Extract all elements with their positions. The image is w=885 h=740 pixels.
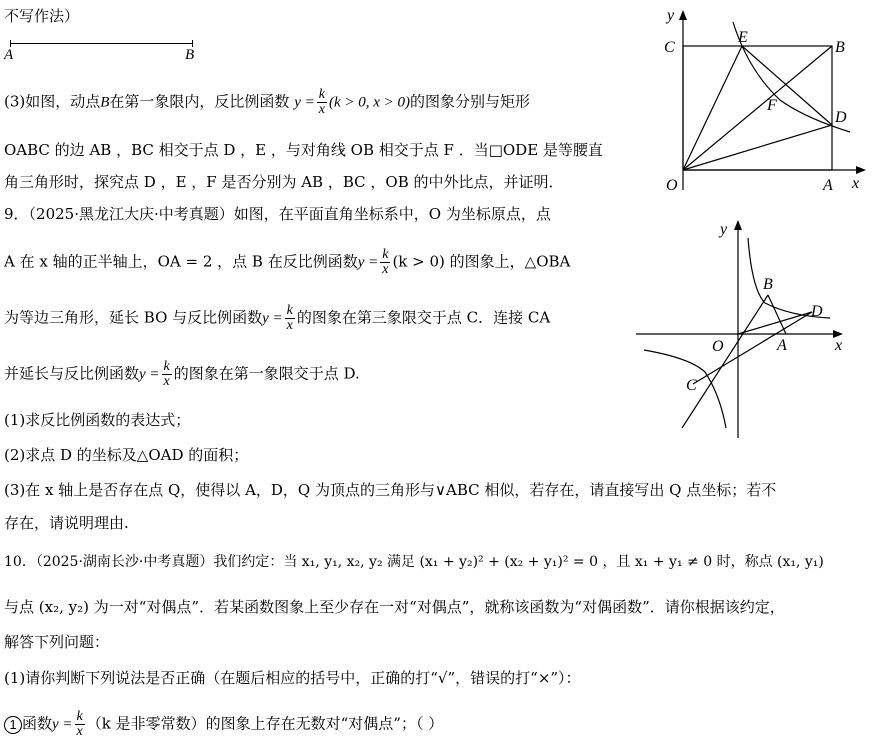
fig1-label-o: O (666, 177, 678, 194)
circled-number: 1 (4, 716, 22, 734)
fig1-label-f: F (767, 97, 777, 114)
q10-item1: 1 函数y = $\frac{k}{x}$ （k 是非零常数）的图象上存在无数对“对偶点”；（ ） (4, 710, 443, 739)
q9-sub3a: (3)在 x 轴上是否存在点 Q，使得以 A，D，Q 为顶点的三角形与∨ABC 相似，若存在，请直接写出 Q 点坐标；若不 (4, 481, 777, 499)
q9-line2: A 在 x 轴的正半轴上，OA = 2 ，点 B 在反比例函数y = $\frac{k}{x}$ (k > 0) 的图象上，△OBA (4, 247, 571, 277)
fig1-label-e: E (738, 29, 748, 46)
fig1-label-x: x (852, 175, 860, 192)
q10-line1: 10．（2025·湖南长沙·中考真题）我们约定：当 x₁, y₁, x₂, y₂ 满足 (x₁ + y₂)² + (x₂ + y₁)² = 0 ，且 x₁ + y₁ ≠ 0 时，称点 (x₁, y₁) (4, 554, 824, 570)
fig1-label-d: D (835, 109, 847, 126)
segment-label-b: B (185, 47, 195, 63)
q9-sub2: (2)求点 D 的坐标及△OAD 的面积； (4, 446, 249, 464)
fig2-label-y: y (720, 221, 728, 238)
fig2-label-x: x (835, 337, 843, 354)
p3-line1: (3)如图，动点B在第一象限内，反比例函数 y = $\frac{k}{x}$ (k > 0, x > 0)的图象分别与矩形 (4, 87, 531, 117)
fig2-label-b: B (763, 276, 773, 293)
segment-label-a: A (4, 47, 14, 63)
figure-rectangle-oabc (650, 0, 885, 200)
q10-line3: 解答下列问题： (4, 633, 110, 651)
fig2-label-o: O (712, 338, 724, 355)
q10-line2: 与点 (x₂, y₂) 为一对“对偶点”．若某函数图象上至少存在一对“对偶点”，就称该函数为“对偶函数”．请你根据该约定， (4, 598, 785, 616)
p3-line3: 角三角形时，探究点 D ，E ，F 是否分别为 AB ，BC ，OB 的中外比点，并证明． (4, 173, 564, 191)
fig1-label-b: B (835, 39, 845, 56)
p3-fraction: $\frac{k}{x}$ (318, 87, 325, 117)
figure-triangle-oba (630, 210, 885, 440)
q10-sub1: (1)请你判断下列说法是否正确（在题后相应的括号中，正确的打“√”，错误的打“×”）： (4, 669, 581, 687)
fig2-label-d: D (811, 303, 823, 320)
q9-sub3b: 存在，请说明理由. (4, 514, 129, 532)
segment-ab (10, 40, 193, 48)
q9-line4: 并延长与反比例函数y = $\frac{k}{x}$ 的图象在第一象限交于点 D. (4, 359, 360, 389)
top-line: 不写作法） (4, 7, 80, 25)
p3-line2: OABC 的边 AB ，BC 相交于点 D ，E ，与对角线 OB 相交于点 F ．当□ODE 是等腰直 (4, 141, 603, 159)
q9-line1: 9．（2025·黑龙江大庆·中考真题）如图，在平面直角坐标系中，O 为坐标原点，点 (4, 205, 551, 223)
fig2-label-c: C (686, 377, 697, 394)
fig2-label-a: A (777, 337, 787, 354)
fig1-label-c: C (664, 39, 675, 56)
fig1-label-a: A (823, 177, 833, 194)
q9-sub1: (1)求反比例函数的表达式； (4, 411, 191, 429)
fig1-label-y: y (667, 7, 675, 24)
q9-line3: 为等边三角形，延长 BO 与反比例函数y = $\frac{k}{x}$ 的图象在第三象限交于点 C．连接 CA (4, 303, 551, 333)
